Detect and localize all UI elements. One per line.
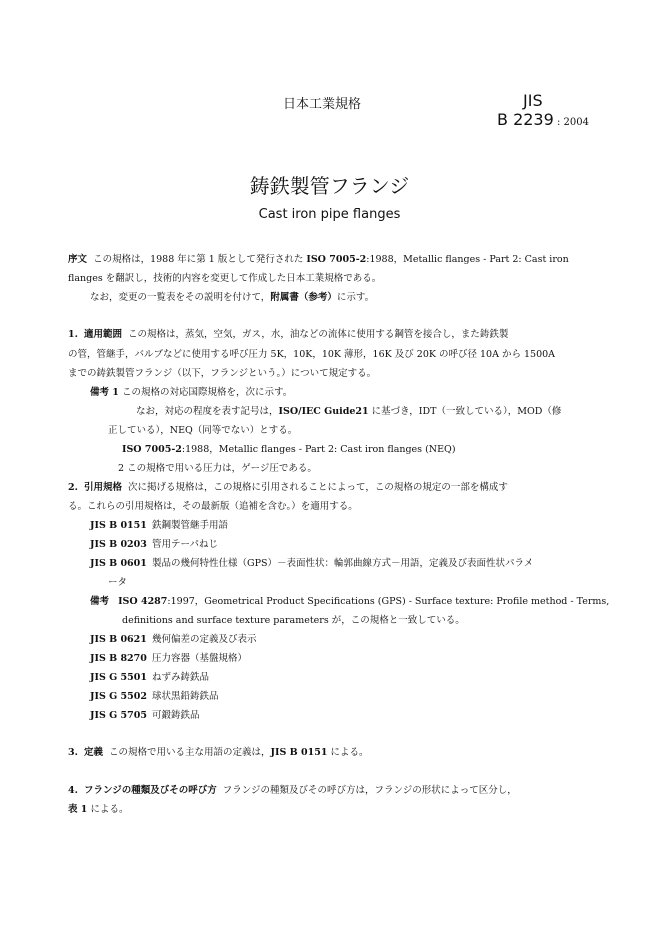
standard-number: [497, 110, 589, 129]
preface-label: 序文: [68, 254, 88, 265]
ref-code: JIS B 8270: [90, 653, 147, 664]
ref-code: JIS G 5705: [90, 710, 147, 721]
s2-iso-ref: ISO 4287: [118, 596, 168, 607]
s1-line-1: [68, 330, 508, 340]
s3-line: [68, 748, 368, 758]
s1-note-4: [122, 445, 456, 455]
preface-annex-ref: 附属書（参考）: [270, 292, 337, 303]
s3-number: 3.: [68, 747, 78, 758]
s4-line-1: [68, 786, 517, 796]
s2-iso-title: :1997，Geometrical Product Specifications (GPS) - Surface texture: Profile method - Terms,: [167, 596, 610, 607]
ref-title: ねずみ鋳鉄品: [152, 672, 210, 683]
ref-title: 球状黒鉛鋳鉄品: [152, 691, 219, 702]
s4-number: 4.: [68, 785, 78, 796]
ref-title: 圧力容器（基盤規格）: [152, 653, 248, 664]
s3-text-end: による。: [327, 747, 369, 758]
s1-note-1: [90, 388, 292, 398]
ref-item: [90, 692, 219, 702]
s4-line-2: [68, 805, 128, 815]
s1-heading: 適用範囲: [83, 329, 122, 340]
standard-name: 日本工業規格: [283, 97, 362, 112]
s2-line-1: [68, 483, 508, 493]
preface-note-end: に示す。: [336, 292, 375, 303]
ref-item: [90, 673, 209, 683]
s4-text-end: による。: [87, 804, 129, 815]
preface-line-2: flanges を翻訳し，技術的内容を変更して作成した日本工業規格である。: [68, 273, 382, 284]
preface-iso-ref: ISO 7005-2: [306, 254, 367, 265]
ref-code: JIS B 0621: [90, 634, 147, 645]
s1-iso-title: :1988，Metallic flanges - Part 2: Cast iron flanges (NEQ): [181, 444, 456, 455]
s3-heading: 定義: [83, 747, 103, 758]
ref-code: JIS G 5502: [90, 691, 147, 702]
ref-title: 製品の幾何特性仕様（GPS）－表面性状：輪郭曲線方式－用語，定義及び表面性状パラメ: [152, 558, 534, 569]
title-english: Cast iron pipe flanges: [258, 207, 401, 222]
ref-item: [90, 635, 257, 645]
preface-iso-title: :1988，Metallic flanges - Part 2: Cast iron: [366, 254, 569, 265]
jis-label: JIS: [523, 91, 543, 110]
s4-table-ref: 表 1: [68, 804, 88, 815]
s1-number: 1.: [68, 329, 78, 340]
ref-title: 可鍛鋳鉄品: [152, 710, 200, 721]
ref-code: JIS B 0203: [90, 539, 147, 550]
s1-note-text: この規格の対応国際規格を，次に示す。: [121, 387, 293, 398]
ref-title: 幾何偏差の定義及び表示: [152, 634, 257, 645]
ref-item: [90, 711, 200, 721]
s2-note-line-1: [90, 597, 609, 607]
s2-heading: 引用規格: [83, 482, 122, 493]
ref-item: [90, 559, 533, 569]
ref-title: 管用テーパねじ: [152, 539, 219, 550]
preface-line-1: [68, 255, 569, 265]
s1-note-3: 正している），NEQ（同等でない）とする。: [108, 425, 298, 436]
s3-ref: JIS B 0151: [270, 747, 328, 758]
preface-text: この規格は，1988 年に第 1 版として発行された: [93, 254, 307, 265]
s2-line-2: る。これらの引用規格は，その最新版（追補を含む。）を適用する。: [68, 501, 358, 512]
ref-item: [90, 654, 247, 664]
ref-title: 鉄鋼製管継手用語: [152, 520, 229, 531]
s1-text: この規格は，蒸気，空気，ガス，水，油などの流体に使用する鋼管を接合し，また鋳鉄製: [128, 329, 509, 340]
ref-title-continuation: ータ: [108, 577, 128, 588]
s1-note-5: 2 この規格で用いる圧力は，ゲージ圧である。: [118, 463, 317, 474]
standard-code: B 2239: [497, 110, 554, 129]
standard-year: : 2004: [553, 117, 589, 128]
title-japanese: 鋳鉄製管フランジ: [249, 174, 410, 198]
s2-note-line-2: definitions and surface texture parameters が，この規格と一致している。: [122, 615, 465, 626]
s2-note-label: 備考: [90, 596, 110, 607]
ref-code: JIS B 0151: [90, 520, 147, 531]
ref-code: JIS G 5501: [90, 672, 147, 683]
s1-line-2: の管，管継手，バルブなどに使用する呼び圧力 5K，10K，10K 薄形，16K 及び 20K の呼び径 10A から 1500A: [68, 349, 556, 360]
s2-text: 次に掲げる規格は，この規格に引用されることによって，この規格の規定の一部を構成す: [128, 482, 508, 493]
s1-iso-ref: ISO 7005-2: [122, 444, 182, 455]
s1-note2-end: に基づき，IDT（一致している），MOD（修: [368, 406, 562, 417]
s4-heading: フランジの種類及びその呼び方: [83, 785, 217, 796]
s2-number: 2.: [68, 482, 78, 493]
s4-text: フランジの種類及びその呼び方は，フランジの形状によって区分し，: [222, 785, 517, 796]
ref-item: [90, 540, 218, 550]
preface-line-3: [90, 293, 374, 303]
s1-line-3: までの鋳鉄製管フランジ（以下，フランジという。）について規定する。: [68, 368, 377, 379]
ref-code: JIS B 0601: [90, 558, 147, 569]
ref-item: [90, 521, 228, 531]
s1-note2-text: なお，対応の程度を表す記号は，: [136, 406, 279, 417]
s1-note-label: 備考 1: [90, 387, 119, 398]
preface-note-text: なお，変更の一覧表をその説明を付けて，: [90, 292, 271, 303]
s3-text: この規格で用いる主な用語の定義は，: [109, 747, 271, 758]
s1-guide-ref: ISO/IEC Guide21: [278, 406, 369, 417]
s1-note-2: [136, 407, 561, 417]
